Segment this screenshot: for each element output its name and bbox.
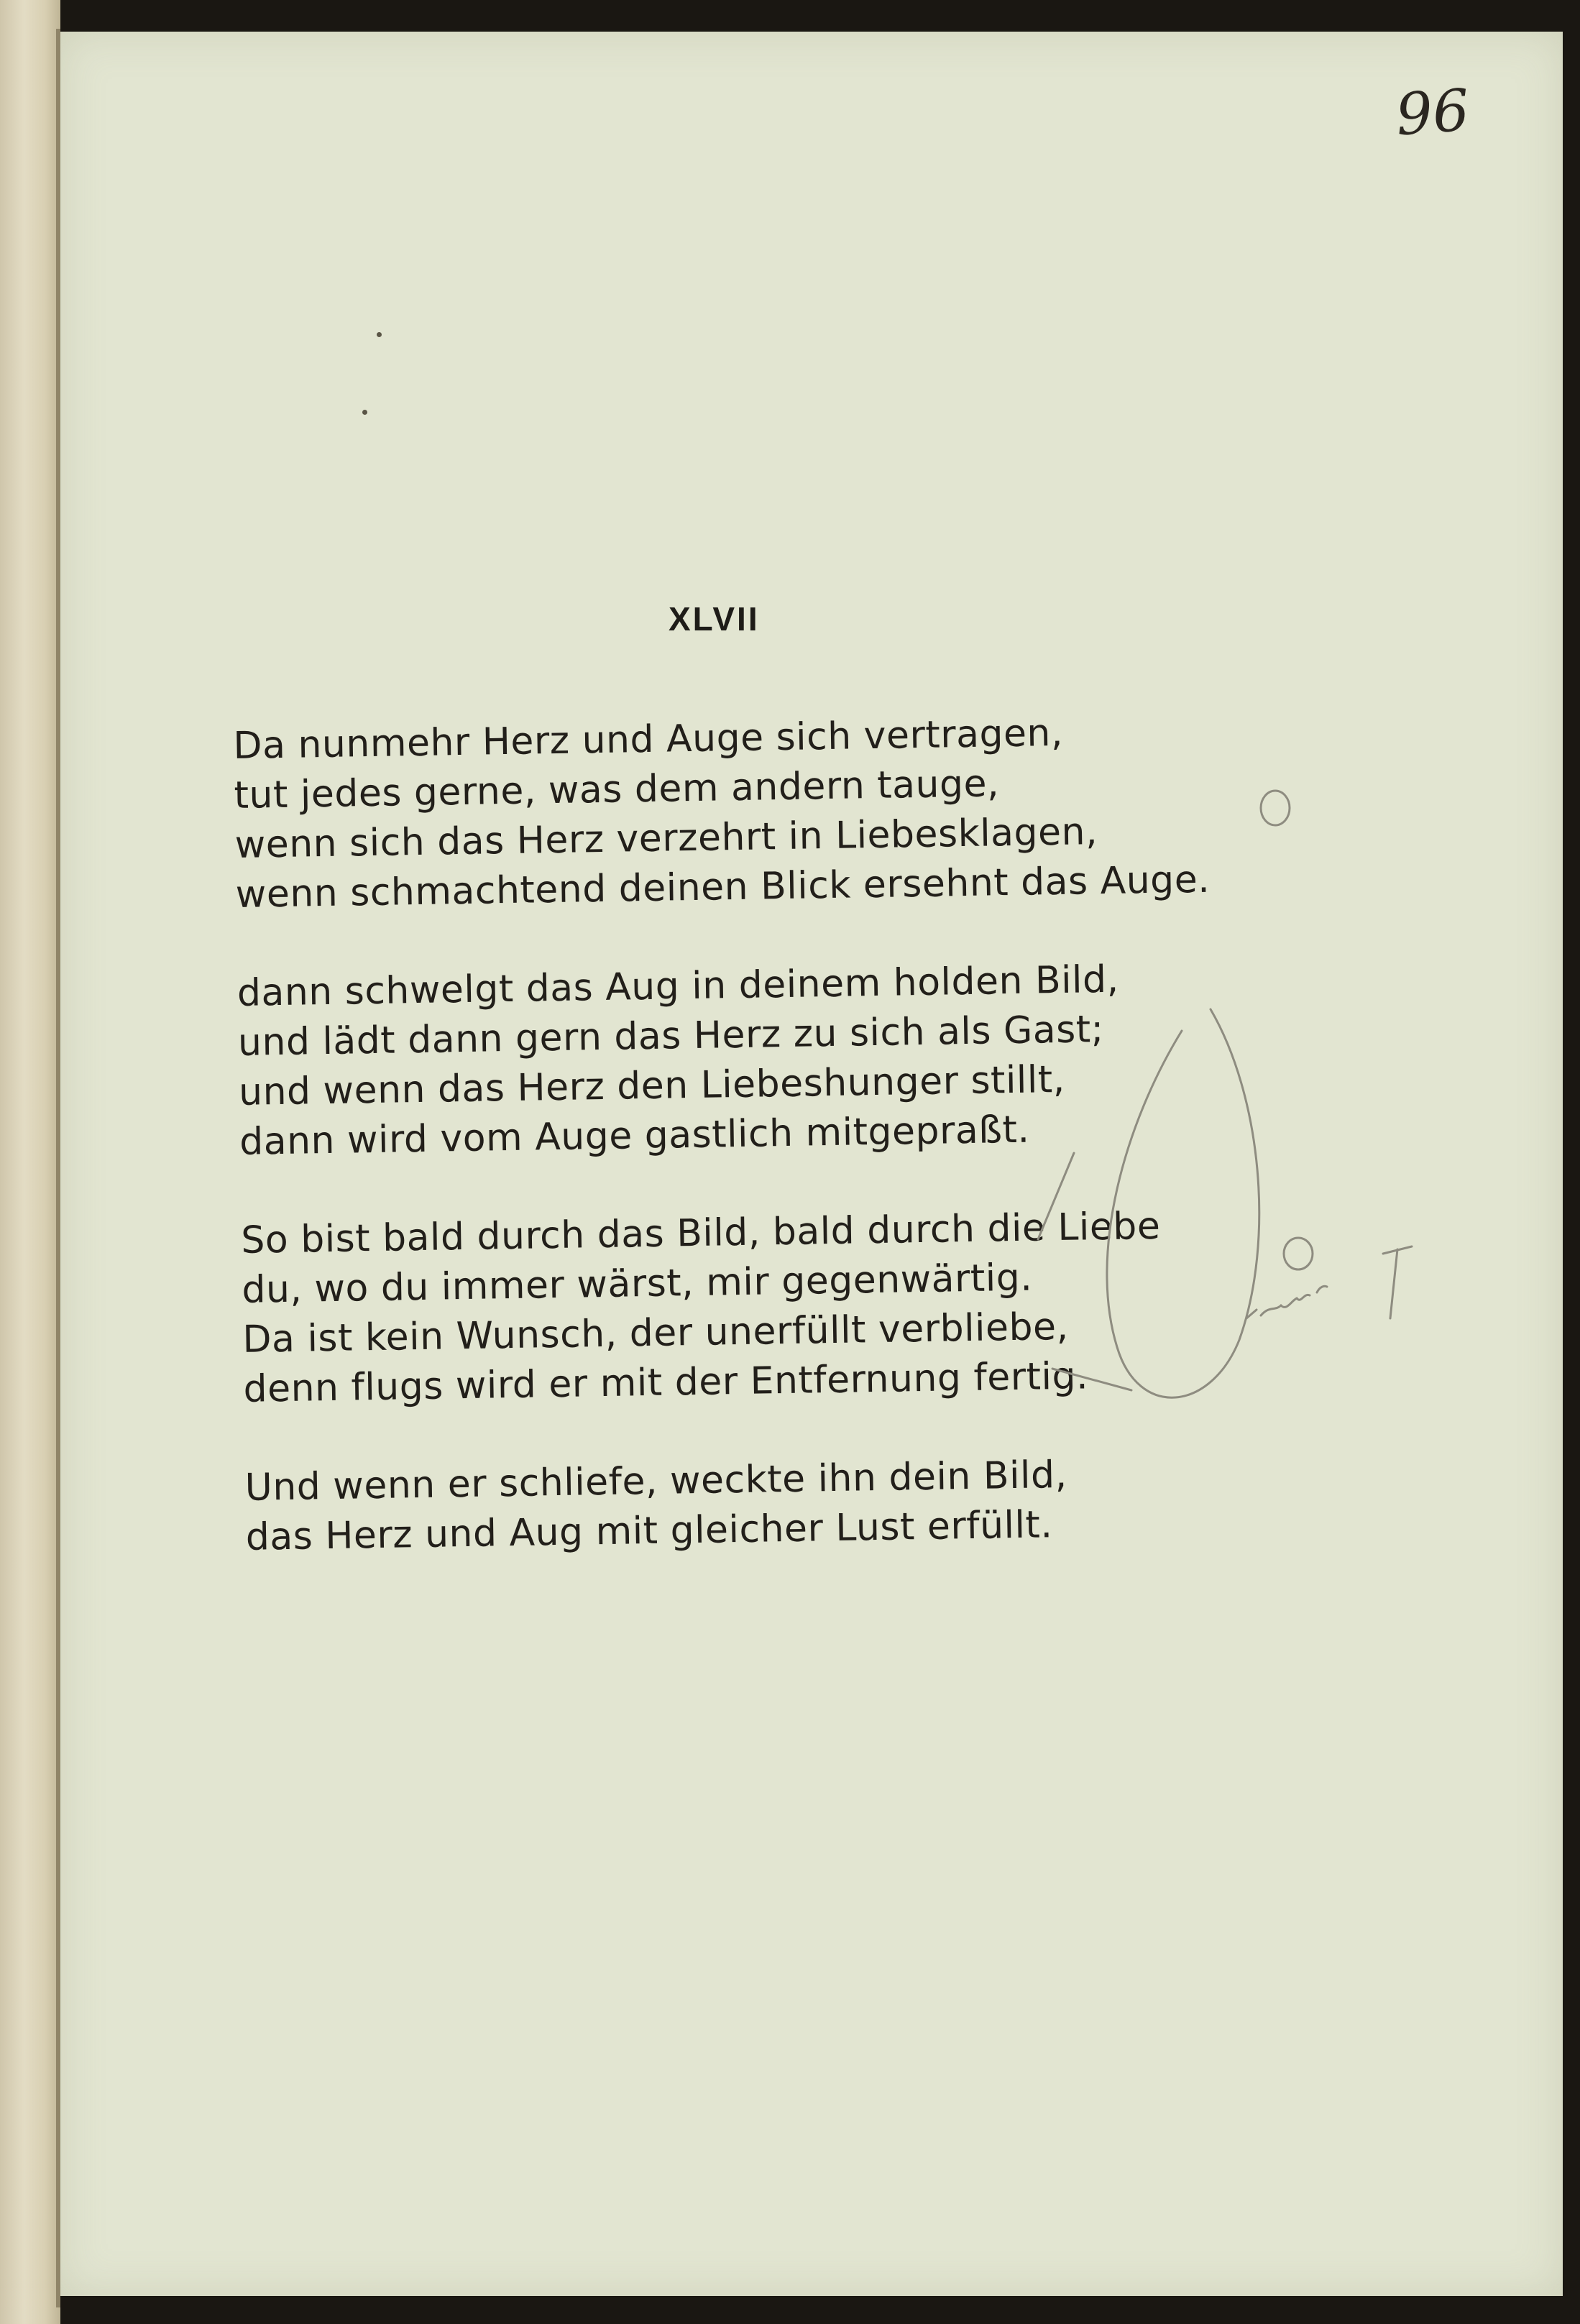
poem-line: Und wenn er schliefe, weckte ihn dein Bild, — [244, 1453, 1067, 1510]
poem-line: tut jedes gerne, was dem andern tauge, — [234, 762, 1000, 817]
paper-speck — [362, 410, 367, 415]
stanza-2 — [236, 952, 1318, 1167]
page-number: 96 — [1394, 76, 1472, 149]
poem-line: denn flugs wird er mit der Entfernung fertig. — [243, 1354, 1089, 1411]
poem-line: wenn sich das Herz verzehrt in Liebesklagen, — [234, 810, 1098, 867]
poem-line: dann schwelgt das Aug in deinem holden Bild, — [236, 957, 1119, 1015]
poem-line: das Herz und Aug mit gleicher Lust erfüllt. — [245, 1503, 1053, 1559]
poem-line: dann wird vom Auge gastlich mitgepraßt. — [239, 1108, 1030, 1164]
poem-line: wenn schmachtend deinen Blick ersehnt das Auge. — [235, 858, 1211, 917]
poem-title: XLVII — [669, 600, 760, 638]
stanza-1 — [233, 704, 1314, 920]
stanza-3 — [241, 1199, 1322, 1415]
stanza-4 — [244, 1446, 1324, 1563]
poem-body — [233, 704, 1325, 1611]
poem-line: und lädt dann gern das Herz zu sich als Gast; — [237, 1008, 1105, 1065]
book-binding — [0, 0, 60, 2324]
pencil-note-bar — [1383, 1246, 1412, 1318]
poem-line: du, wo du immer wärst, mir gegenwärtig. — [241, 1256, 1033, 1312]
poem-line: So bist bald durch das Bild, bald durch die Liebe — [240, 1204, 1161, 1262]
poem-line: und wenn das Herz den Liebeshunger stillt, — [238, 1057, 1066, 1114]
page — [60, 32, 1563, 2296]
poem-line: Da nunmehr Herz und Auge sich vertragen, — [233, 711, 1064, 768]
poem-line: Da ist kein Wunsch, der unerfüllt verbliebe, — [242, 1305, 1069, 1361]
paper-speck — [377, 332, 382, 337]
